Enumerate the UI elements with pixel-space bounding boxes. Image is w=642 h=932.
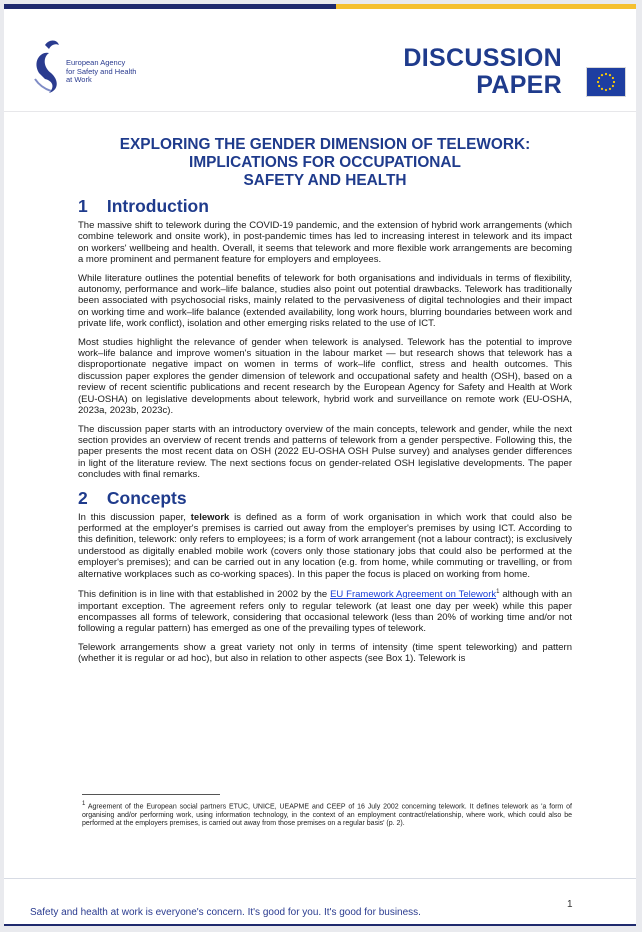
text-run: This definition is in line with that established in 2002 by the <box>78 589 331 601</box>
title-line2: IMPLICATIONS FOR OCCUPATIONAL <box>189 154 461 171</box>
paragraph: Most studies highlight the relevance of gender when telework is analysed. Telework has the potential to improve work–life balance and improve women's situation in the labour market — but research shows that telework has a disproportionate negative impact on women in terms of work–life conflict, stress and health outcomes. This discussion paper explores the gender dimension of telework and occupational safety and health (OSH), based on a review of recent scientific publications and recent research by the European Agency for Safety and Health at Work (EU-OSHA) on legislative developments about telework, hybrid work and surveillance on remote work (EU-OSHA, 2023a, 2023b, 2023c). <box>78 336 572 417</box>
document-title <box>78 136 572 190</box>
footnote-ref[interactable]: 1 <box>496 588 500 595</box>
main-content <box>78 136 572 672</box>
paragraph <box>78 587 572 635</box>
document-page <box>4 4 636 926</box>
paragraph <box>78 512 572 580</box>
footnote-divider <box>82 794 220 795</box>
title-line1: EXPLORING THE GENDER DIMENSION OF TELEWORK: <box>119 136 531 153</box>
page-number: 1 <box>567 899 573 910</box>
header-divider <box>4 111 636 112</box>
org-name-line3: at Work <box>66 75 92 84</box>
section-number: 2 <box>78 487 88 508</box>
document-type <box>403 45 562 99</box>
paragraph: Telework arrangements show a great variety not only in terms of intensity (time spent teleworking) and pattern (whether it is regular or ad hoc), but also in relation to other aspects (see Box 1). Telework is <box>78 641 572 665</box>
org-name-line2: for Safety and Health <box>66 66 137 76</box>
org-name-line1: European Agency <box>66 58 126 67</box>
text-run: although with an important exception. The agreement refers only to regular telework (at least one day per week) while this paper encompasses all forms of telework, considering that occasional telework (less than 20% of working time and/or not following a regular pattern) has emerged as one of the prevailing types of telework. <box>78 589 572 635</box>
page-header <box>4 9 636 107</box>
footnote-text: Agreement of the European social partners ETUC, UNICE, UEAPME and CEEP of 16 July 2002 concerning telework. It defines telework as 'a form of organising and/or performing work, using information technology, in the context of an employment contract/relationship, where work, which could also be performed at the employers premises, is carried out away from those premises on a regular basis' (p. 2). <box>82 803 572 828</box>
footnote-number: 1 <box>82 801 86 807</box>
document-type-line2: PAPER <box>476 71 562 99</box>
section-title: Introduction <box>106 196 209 216</box>
eu-flag-icon <box>586 67 626 97</box>
section-heading-introduction <box>78 196 572 216</box>
footnote <box>82 800 572 829</box>
section-heading-concepts <box>78 488 572 508</box>
paragraph: The massive shift to telework during the COVID-19 pandemic, and the extension of hybrid work arrangements (which combine telework and onsite work), in post-pandemic times has led to increasing interest in telework and its impact on workers' wellbeing and health. Overall, it seems that telework and more flexible work arrangements are becoming a more prominent and permanent feature for employers and employees. <box>78 220 572 266</box>
section-title: Concepts <box>106 487 187 508</box>
text-run: is defined as a form of work organisation in which work that could also be performed at the employer's premises is carried out away from the employer's premises by using ICT. According to this definition, telework: only refers to employees; is a form of work arrangement (not a labour contract); is exclusively understood as digitally enabled mobile work (covers only those stationary jobs that could also be performed at the employer's premises); and can be carried out in any location (e.g. from home, while commuting or travelling, or from alternative workplaces such as co-working spaces). In this paper the focus is placed on working from home. <box>78 511 572 580</box>
title-line3: SAFETY AND HEALTH <box>243 172 407 189</box>
bold-term: telework <box>190 511 230 523</box>
footer-band <box>4 924 636 926</box>
paragraph: The discussion paper starts with an introductory overview of the main concepts, telework and gender, while the next section provides an overview of recent trends and patterns of telework from a gender perspective. Following this, the paper presents the most recent data on OSH (2022 EU-OSHA OSH Pulse survey) and analyses gender differences in light of the literature review. The next sections focus on gender-related OSH legislative developments. The paper concludes with final remarks. <box>78 423 572 481</box>
framework-agreement-link[interactable]: EU Framework Agreement on Telework <box>330 589 497 601</box>
text-run: In this discussion paper, <box>78 511 191 523</box>
page-footer <box>4 878 636 926</box>
document-type-line1: DISCUSSION <box>403 44 562 72</box>
org-name <box>66 59 136 85</box>
section-number: 1 <box>78 196 88 216</box>
paragraph: While literature outlines the potential benefits of telework for both organisations and individuals in terms of flexibility, autonomy, performance and work–life balance, studies also point out potential drawbacks. Telework has traditionally been associated with psychosocial risks, mainly related to the pervasiveness of digital technologies and their impact on working time and work–life balance (extended availability, long work hours, blurring boundaries between work and private life, work conflict), isolation and other emerging risks related to the use of ICT. <box>78 272 572 330</box>
footer-slogan: Safety and health at work is everyone's concern. It's good for you. It's good for business. <box>30 907 421 918</box>
